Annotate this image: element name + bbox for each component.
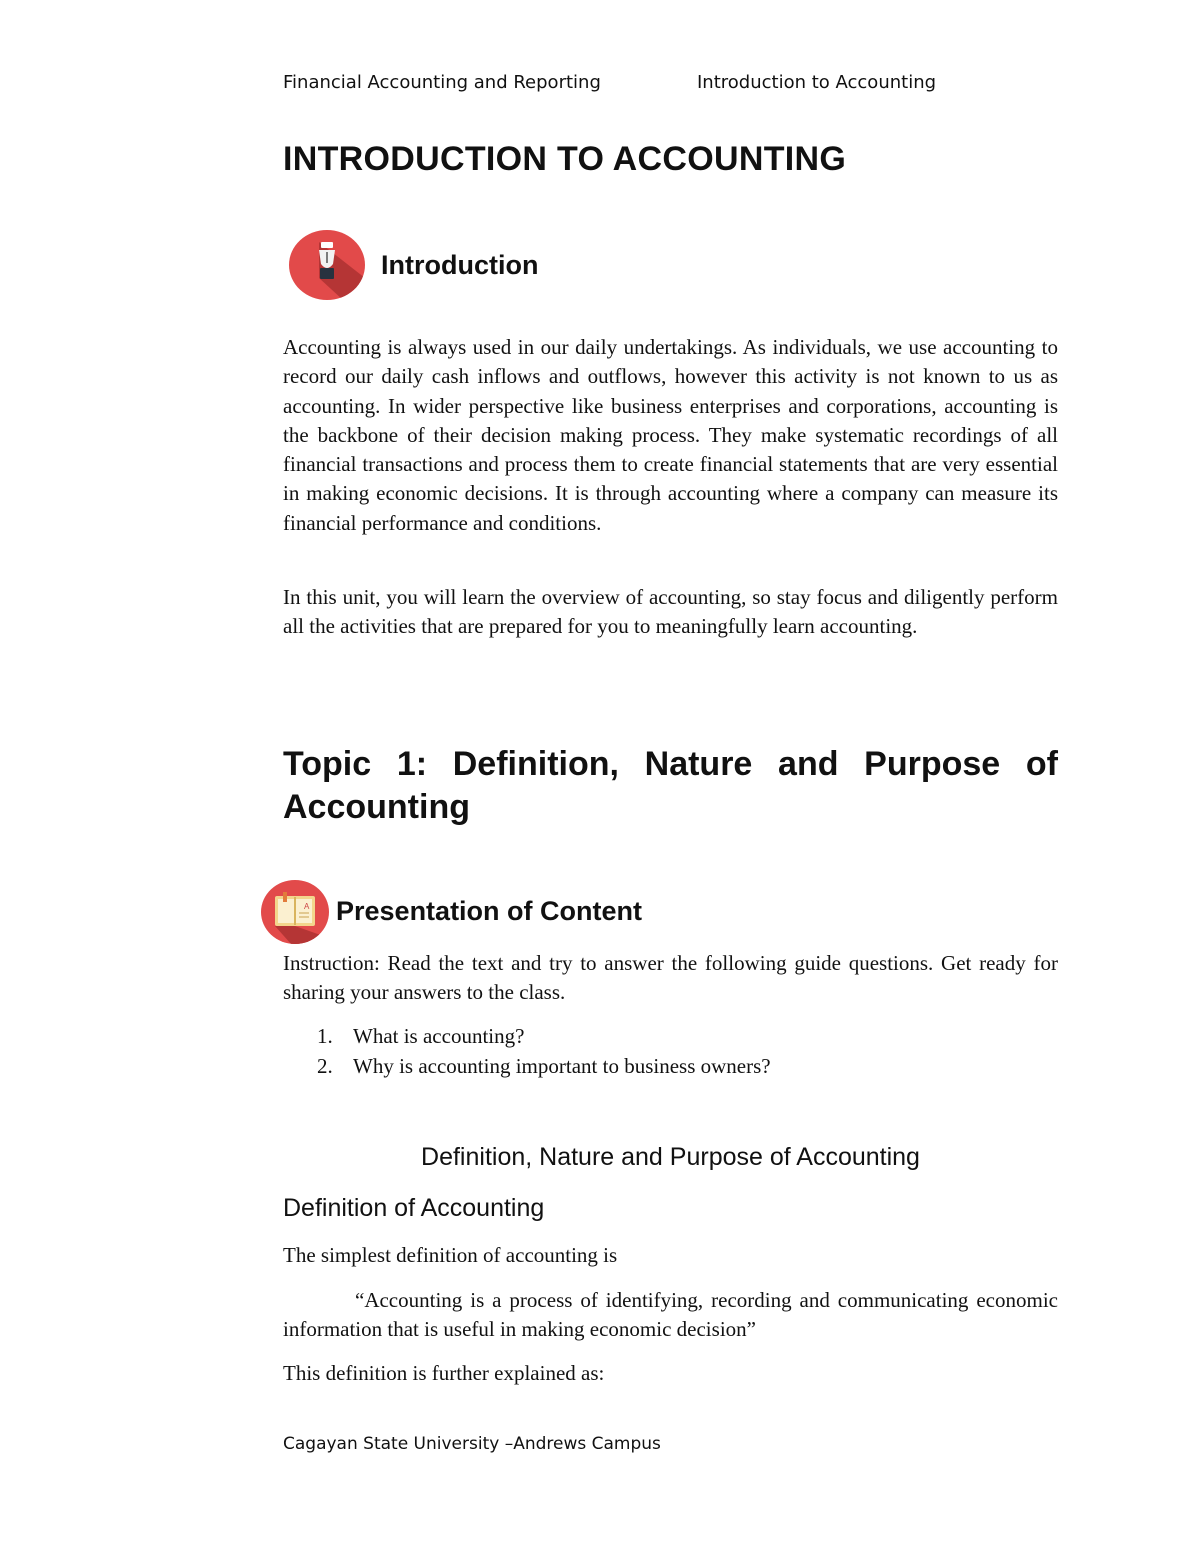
introduction-heading: Introduction	[381, 250, 539, 280]
list-item-number: 2.	[317, 1053, 333, 1078]
list-item-number: 1.	[317, 1024, 333, 1048]
running-header-right: Introduction to Accounting	[697, 72, 937, 93]
definition-nature-purpose-heading: Definition, Nature and Purpose of Accounting	[421, 1143, 920, 1171]
introduction-paragraph-2: In this unit, you will learn the overview of accounting, so stay focus and diligently perform all the activities that are prepared for you to meaningfully learn accounting.	[283, 585, 1058, 639]
list-item-text: Why is accounting important to business owners?	[353, 1053, 771, 1078]
definition-quote: “Accounting is a process of identifying, recording and communicating economic information that is useful in making economic decision”	[283, 1288, 1058, 1342]
definition-intro-text: The simplest definition of accounting is	[283, 1243, 618, 1267]
page-title: INTRODUCTION TO ACCOUNTING	[283, 140, 847, 178]
list-item	[283, 1052, 1058, 1082]
instruction-text: Instruction: Read the text and try to answer the following guide questions. Get ready for sharing your answers to the class.	[283, 951, 1058, 1005]
guide-questions-list	[283, 1022, 1058, 1081]
svg-text:A: A	[304, 902, 310, 911]
introduction-paragraph-1: Accounting is always used in our daily undertakings. As individuals, we use accounting to record our daily cash inflows and outflows, however this activity is not known to us as accounting. In wider perspective like business enterprises and corporations, accounting is the backbone of their decision making process. They make systematic recordings of all financial transactions and process them to create financial statements that are very essential in making economic decisions. It is through accounting where a company can measure its financial performance and conditions.	[283, 335, 1058, 535]
open-book-icon	[261, 880, 329, 944]
presentation-heading: Presentation of Content	[336, 896, 643, 926]
page-footer: Cagayan State University –Andrews Campus	[283, 1434, 661, 1454]
topic-heading: Topic 1: Definition, Nature and Purpose of Accounting	[283, 745, 1058, 826]
definition-of-accounting-heading: Definition of Accounting	[283, 1194, 545, 1222]
fountain-pen-icon	[289, 230, 365, 300]
definition-further-text: This definition is further explained as:	[283, 1361, 605, 1385]
list-item	[283, 1022, 1058, 1052]
running-header-left: Financial Accounting and Reporting	[283, 72, 601, 93]
list-item-text: What is accounting?	[353, 1024, 525, 1048]
